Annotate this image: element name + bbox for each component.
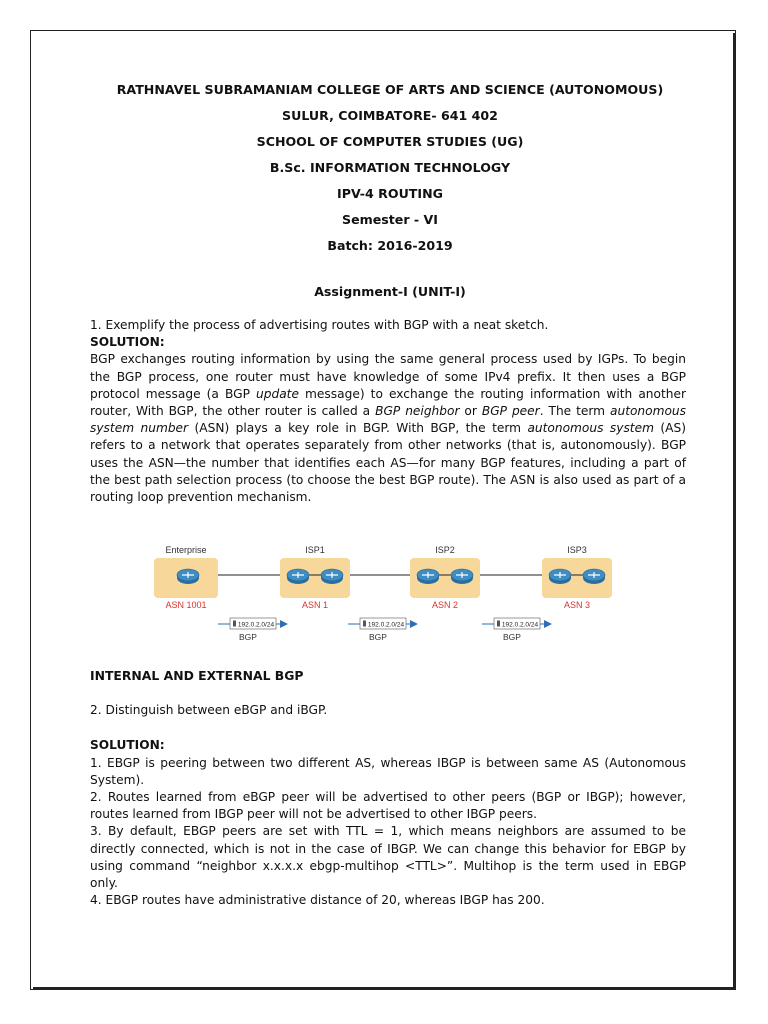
as-name-label: ISP1: [305, 545, 325, 555]
update-message-tab: [497, 621, 500, 627]
para-text: BGP exchanges routing information by using the same general process used by IGPs. To begin the BGP process, one router must have knowledge of some IPv4 prefix. It then uses a BGP protocol message (a BGP: [90, 352, 686, 401]
assignment-title: Assignment-I (UNIT-I): [314, 284, 466, 299]
para-emphasis: update: [256, 386, 299, 401]
comparison-point: 1. EBGP is peering between two different AS, whereas IBGP is between same AS (Autonomous System).: [90, 755, 686, 787]
update-message-tab: [233, 621, 236, 627]
para-text: (ASN) plays a key role in BGP. With BGP, the term: [188, 421, 528, 436]
prefix-label: 192.0.2.0/24: [501, 621, 539, 629]
asn-label: ASN 1: [301, 600, 329, 610]
asn-label: ASN 1001: [165, 600, 207, 610]
para-text: message) to exchange the routing information with another router, With BGP, the other router is called a: [90, 386, 686, 419]
solution-1-paragraph: [90, 351, 686, 506]
prefix-label: 192.0.2.0/24: [367, 621, 405, 629]
as-name-label: ISP2: [435, 545, 455, 555]
question-1-block: [90, 317, 686, 506]
question-1: 1. Exemplify the process of advertising routes with BGP with a neat sketch.: [90, 318, 549, 332]
bgp-label: BGP: [369, 632, 387, 642]
update-message-tab: [363, 621, 366, 627]
asn-label: ASN 3: [563, 600, 591, 610]
college-name: RATHNAVEL SUBRAMANIAM COLLEGE OF ARTS AND SCIENCE (AUTONOMOUS): [116, 82, 664, 97]
para-emphasis: BGP peer: [481, 404, 540, 419]
course-title: IPV-4 ROUTING: [337, 186, 443, 201]
section-2-block: [90, 667, 686, 909]
comparison-point: 2. Routes learned from eBGP peer will be advertised to other peers (BGP or IBGP); however, routes learned from IBGP peer will not be advertised to other IBGP peers.: [90, 790, 686, 822]
para-emphasis: autonomous system: [527, 421, 654, 436]
update-arrow-head: [280, 620, 288, 628]
para-emphasis: BGP neighbor: [375, 404, 460, 419]
as-name-label: Enterprise: [165, 545, 207, 555]
bgp-label: BGP: [503, 632, 521, 642]
asn-label: ASN 2: [431, 600, 459, 610]
program-name: B.Sc. INFORMATION TECHNOLOGY: [269, 160, 511, 175]
semester: Semester - VI: [342, 212, 438, 227]
bgp-label: BGP: [239, 632, 257, 642]
para-emphasis: autonomous system number: [90, 404, 687, 436]
comparison-point: 3. By default, EBGP peers are set with TTL = 1, which means neighbors are assumed to be directly connected, which is not in the case of IBGP. We can change this behavior for EBGP by using command “neighbor x.x.x.x ebgp-multihop <TTL>”. Multihop is the term used in EBGP only.: [90, 824, 686, 891]
assignment-header: [40, 281, 740, 307]
update-arrow-head: [410, 620, 418, 628]
as-name-label: ISP3: [567, 545, 587, 555]
solution-1-label: SOLUTION:: [90, 335, 165, 350]
document-header: [40, 79, 740, 261]
prefix-label: 192.0.2.0/24: [237, 621, 275, 629]
solution-2-label: SOLUTION:: [90, 738, 165, 753]
update-arrow-head: [544, 620, 552, 628]
question-2: 2. Distinguish between eBGP and iBGP.: [90, 703, 328, 718]
batch: Batch: 2016-2019: [327, 238, 453, 253]
para-text: or: [459, 404, 482, 419]
section-2-heading: INTERNAL AND EXTERNAL BGP: [90, 668, 304, 683]
comparison-point: 4. EBGP routes have administrative distance of 20, whereas IBGP has 200.: [90, 893, 545, 908]
school-name: SCHOOL OF COMPUTER STUDIES (UG): [256, 134, 524, 149]
para-text: (AS) refers to a network that operates separately from other networks (that is, autonomously). BGP uses the ASN—the number that identifies each AS—for many BGP features, including a part of the best path selection process (to choose the best BGP route). The ASN is also used as part of a routing loop prevention mechanism.: [90, 421, 686, 505]
bgp-advertising-diagram: [148, 540, 628, 652]
para-text: . The term: [539, 404, 610, 419]
college-location: SULUR, COIMBATORE- 641 402: [282, 108, 498, 123]
